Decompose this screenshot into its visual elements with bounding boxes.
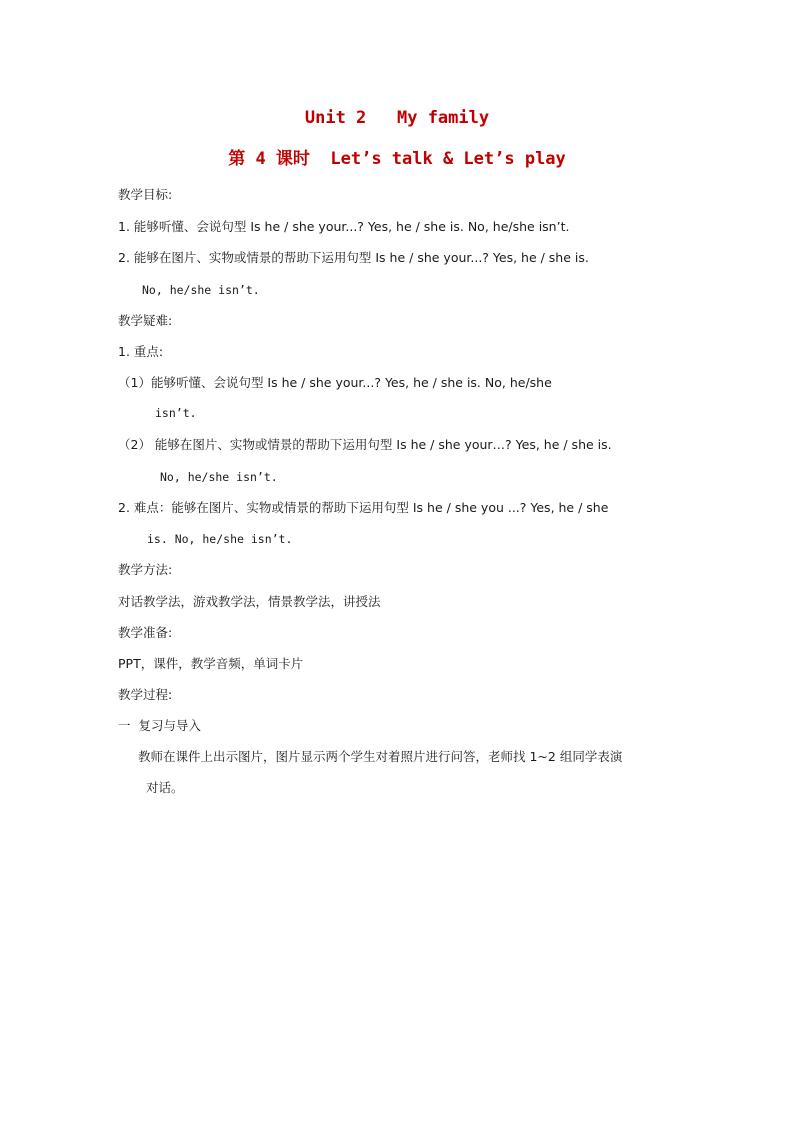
objective-1: 1. 能够听懂、会说句型 Is he / she your...? Yes, he / she is. No, he/she isn’t. — [118, 219, 570, 234]
objective-2: 2. 能够在图片、实物或情景的帮助下运用句型 Is he / she your...? Yes, he / she is. — [118, 250, 589, 265]
section-review-intro: 一 复习与导入 — [118, 718, 201, 733]
heading-difficulties: 教学疑难: — [118, 313, 173, 328]
review-intro-text: 教师在课件上出示图片，图片显示两个学生对着照片进行问答，老师找 1~2 组同学表演 — [138, 749, 623, 764]
difficult-point: 2. 难点：能够在图片、实物或情景的帮助下运用句型 Is he / she you ...? Yes, he / she — [118, 500, 609, 515]
heading-preparation: 教学准备: — [118, 625, 173, 640]
difficult-point-continued: is. No, he/she isn’t. — [147, 532, 293, 546]
key-point-1-continued: isn’t. — [155, 406, 197, 420]
key-point-2: （2） 能够在图片、实物或情景的帮助下运用句型 Is he / she your…? Yes, he / she is. — [118, 437, 612, 452]
objective-2-continued: No, he/she isn’t. — [142, 283, 260, 297]
review-intro-text-continued: 对话。 — [146, 780, 184, 795]
key-point-2-continued: No, he/she isn’t. — [160, 470, 278, 484]
document-subtitle: 第 4 课时 Let’s talk & Let’s play — [228, 149, 566, 169]
preparation-text: PPT，课件，教学音频，单词卡片 — [118, 656, 304, 671]
heading-objectives: 教学目标: — [118, 187, 173, 202]
heading-methods: 教学方法: — [118, 562, 173, 577]
heading-process: 教学过程: — [118, 687, 173, 702]
key-point-1: （1）能够听懂、会说句型 Is he / she your...? Yes, he / she is. No, he/she — [118, 375, 552, 390]
key-points-label: 1. 重点: — [118, 344, 164, 359]
methods-text: 对话教学法，游戏教学法，情景教学法，讲授法 — [118, 594, 381, 609]
document-title: Unit 2 My family — [304, 108, 490, 128]
